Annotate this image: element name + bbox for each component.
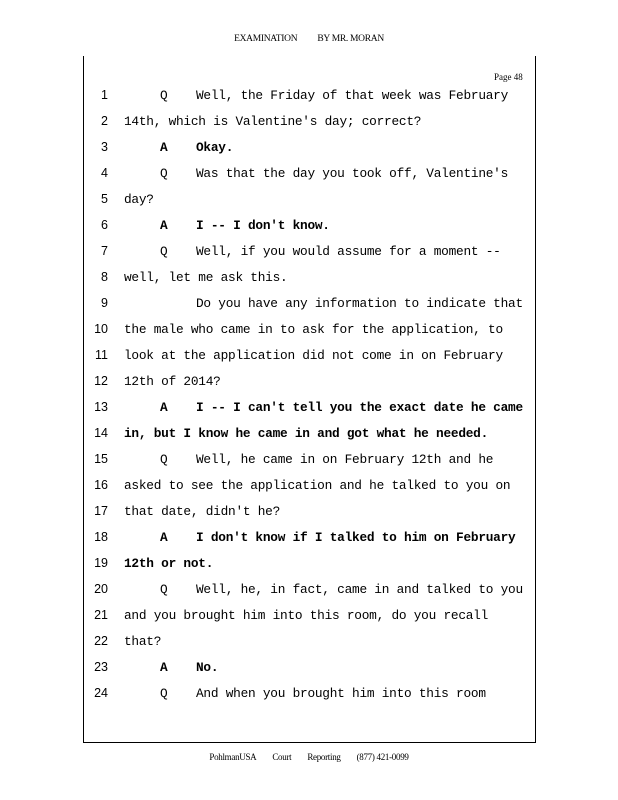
transcript-line	[160, 140, 233, 155]
line-text: Was that the day you took off, Valentine's	[196, 166, 509, 181]
line-text: I -- I can't tell you the exact date he came	[196, 400, 523, 415]
question-label: Q	[160, 244, 168, 259]
line-text: 12th of 2014?	[124, 374, 221, 389]
line-number: 11	[95, 348, 108, 362]
footer-reporting: Reporting	[307, 752, 341, 762]
transcript-line	[124, 504, 280, 519]
line-text: the male who came in to ask for the application, to	[124, 322, 503, 337]
line-number: 13	[94, 400, 108, 414]
line-number: 3	[101, 140, 108, 154]
transcript-line	[160, 686, 486, 701]
question-label: Q	[160, 452, 168, 467]
line-number: 8	[101, 270, 108, 284]
transcript-line	[124, 426, 488, 441]
line-text: in, but I know he came in and got what he needed.	[124, 426, 489, 441]
line-text: that?	[124, 634, 162, 649]
page-number: Page 48	[494, 72, 523, 82]
transcript-line	[160, 218, 330, 233]
line-text: 12th or not.	[124, 556, 214, 571]
line-number: 12	[94, 374, 108, 388]
answer-label: A	[160, 218, 168, 233]
transcript-line	[160, 400, 523, 415]
question-label: Q	[160, 88, 168, 103]
line-number: 16	[94, 478, 108, 492]
line-number: 24	[94, 686, 108, 700]
line-text: that date, didn't he?	[124, 504, 281, 519]
transcript-line	[160, 530, 515, 545]
line-number: 20	[94, 582, 108, 596]
question-label: Q	[160, 686, 168, 701]
line-text: Well, he, in fact, came in and talked to you	[196, 582, 523, 597]
line-text: No.	[196, 660, 219, 675]
header-examination: EXAMINATION	[234, 34, 298, 44]
transcript-line	[124, 114, 421, 129]
transcript-line	[124, 348, 503, 363]
answer-label: A	[160, 530, 168, 545]
transcript-line	[160, 582, 523, 597]
transcript-line	[124, 270, 287, 285]
transcript-line	[160, 166, 508, 181]
line-number: 22	[94, 634, 108, 648]
answer-label: A	[160, 660, 168, 675]
transcript-line	[124, 556, 213, 571]
question-label: Q	[160, 166, 168, 181]
line-text: I -- I don't know.	[196, 218, 330, 233]
line-number: 9	[101, 296, 108, 310]
line-number: 18	[94, 530, 108, 544]
question-label: Q	[160, 582, 168, 597]
line-text: well, let me ask this.	[124, 270, 288, 285]
line-number: 17	[94, 504, 108, 518]
page-header	[0, 34, 618, 44]
header-examiner: BY MR. MORAN	[317, 34, 384, 44]
line-text: Okay.	[196, 140, 234, 155]
line-text: And when you brought him into this room	[196, 686, 486, 701]
line-number: 1	[101, 88, 108, 102]
footer-phone: (877) 421-0099	[356, 752, 409, 762]
line-number: 14	[94, 426, 108, 440]
answer-label: A	[160, 400, 168, 415]
line-number: 7	[101, 244, 108, 258]
line-number: 15	[94, 452, 108, 466]
transcript-line	[124, 634, 161, 649]
line-number: 2	[101, 114, 108, 128]
line-text: day?	[124, 192, 154, 207]
transcript-line	[124, 192, 154, 207]
transcript-line	[196, 296, 523, 311]
line-number: 19	[94, 556, 108, 570]
transcript-line	[160, 244, 501, 259]
page-footer	[0, 752, 618, 762]
line-text: Well, he came in on February 12th and he	[196, 452, 494, 467]
line-text: Do you have any information to indicate that	[196, 296, 523, 311]
transcript-line	[124, 322, 503, 337]
line-number: 4	[101, 166, 108, 180]
transcript-line	[124, 374, 221, 389]
line-number: 23	[94, 660, 108, 674]
line-text: Well, the Friday of that week was February	[196, 88, 509, 103]
line-number: 6	[101, 218, 108, 232]
line-text: 14th, which is Valentine's day; correct?	[124, 114, 422, 129]
line-text: look at the application did not come in on February	[124, 348, 503, 363]
line-text: and you brought him into this room, do you recall	[124, 608, 489, 623]
transcript-line	[124, 478, 510, 493]
line-number: 5	[101, 192, 108, 206]
line-text: I don't know if I talked to him on February	[196, 530, 516, 545]
line-text: Well, if you would assume for a moment --	[196, 244, 501, 259]
footer-company: PohlmanUSA	[209, 752, 257, 762]
transcript-line	[160, 452, 493, 467]
transcript-line	[124, 608, 488, 623]
transcript-line	[160, 660, 218, 675]
transcript-line	[160, 88, 508, 103]
line-number: 10	[94, 322, 108, 336]
line-number: 21	[94, 608, 108, 622]
line-text: asked to see the application and he talked to you on	[124, 478, 511, 493]
answer-label: A	[160, 140, 168, 155]
footer-court: Court	[272, 752, 292, 762]
